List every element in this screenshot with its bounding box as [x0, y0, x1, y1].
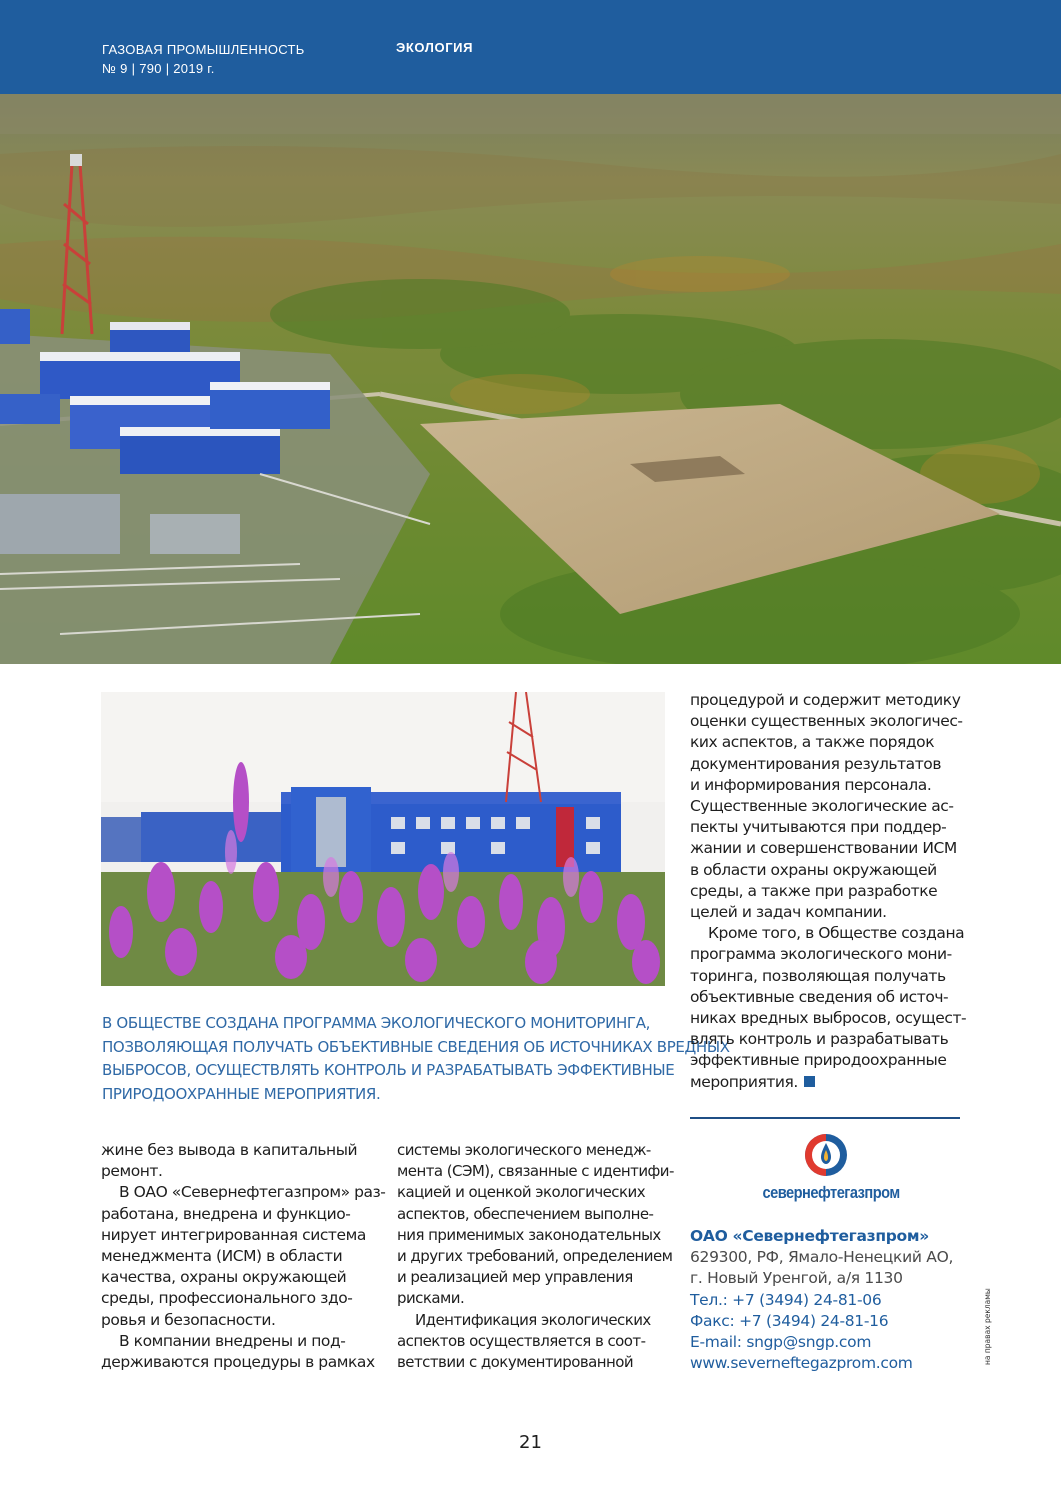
fireweed-illustration — [101, 692, 665, 986]
text-line: аспектов осуществляется в соот- — [397, 1331, 646, 1350]
brand-wordmark: севернефтегазпром — [762, 1183, 900, 1202]
text-line: жании и совершенствовании ИСМ — [690, 839, 957, 858]
pull-quote-line: ВЫБРОСОВ, ОСУЩЕСТВЛЯТЬ КОНТРОЛЬ И РАЗРАБАТЫВАТЬ ЭФФЕКТИВНЫЕ — [102, 1061, 675, 1079]
section-title: ЭКОЛОГИЯ — [396, 40, 474, 55]
text-line: системы экологического менедж- — [397, 1141, 651, 1159]
text-line: качества, охраны окружающей — [101, 1268, 347, 1287]
text-line: Кроме того, в Обществе создана — [708, 924, 965, 943]
hero-aerial-photo — [0, 94, 1061, 664]
text-line: жине без вывода в капитальный — [101, 1141, 358, 1159]
pull-quote-line: В ОБЩЕСТВЕ СОЗДАНА ПРОГРАММА ЭКОЛОГИЧЕСКОГО МОНИТОРИНГА, — [102, 1014, 651, 1032]
article-column-2 — [397, 1140, 674, 1373]
page-number: 21 — [519, 1432, 542, 1453]
text-line: и других требований, определением — [397, 1247, 673, 1266]
fax-number: Факс: +7 (3494) 24-81-16 — [690, 1311, 889, 1330]
text-line: никах вредных выбросов, осущест- — [690, 1009, 967, 1028]
advertising-note: на правах рекламы — [983, 1288, 992, 1365]
text-line: ния применимых законодательных — [397, 1225, 661, 1244]
text-line: документирования результатов — [690, 754, 942, 773]
text-line: рисками. — [397, 1289, 465, 1308]
text-line: нирует интегрированная система — [101, 1225, 366, 1244]
email-link[interactable]: E-mail: sngp@sngp.com — [690, 1333, 872, 1352]
text-line: целей и задач компании. — [690, 903, 887, 922]
text-line: влять контроль и разрабатывать — [690, 1030, 949, 1049]
header-bar — [0, 0, 1061, 94]
text-line: ветствии с документированной — [397, 1353, 634, 1372]
text-line: ремонт. — [101, 1162, 163, 1181]
text-line: кацией и оценкой экологических — [397, 1183, 646, 1202]
end-of-article-mark — [804, 1076, 815, 1087]
text-line: Существенные экологические ас- — [690, 797, 954, 816]
text-line: мента (СЭМ), связанные с идентифи- — [397, 1162, 674, 1181]
website-link[interactable]: www.severneftegazprom.com — [690, 1354, 913, 1373]
article-column-3 — [690, 690, 966, 1093]
address-line: 629300, РФ, Ямало-Ненецкий АО, — [690, 1248, 954, 1267]
text-line: программа экологического мони- — [690, 945, 952, 964]
phone-number: Тел.: +7 (3494) 24-81-06 — [690, 1290, 882, 1309]
company-name: ОАО «Севернефтегазпром» — [690, 1227, 929, 1245]
pull-quote-line: ПОЗВОЛЯЮЩАЯ ПОЛУЧАТЬ ОБЪЕКТИВНЫЕ СВЕДЕНИЯ ОБ ИСТОЧНИКАХ ВРЕДНЫХ — [102, 1037, 730, 1056]
company-contacts — [690, 1226, 953, 1374]
text-line: и реализацией мер управления — [397, 1268, 633, 1287]
text-line: объективные сведения об источ- — [690, 987, 949, 1006]
text-line-end: мероприятия. — [690, 1072, 798, 1091]
text-line: торинга, позволяющая получать — [690, 966, 946, 985]
section-divider — [690, 1117, 960, 1119]
text-line: держиваются процедуры в рамках — [101, 1353, 375, 1372]
pull-quote — [102, 1012, 730, 1106]
text-line: среды, а также при разработке — [690, 881, 938, 900]
text-line: и информирования персонала. — [690, 775, 932, 794]
text-line: В компании внедрены и под- — [119, 1331, 346, 1350]
text-line: среды, профессионального здо- — [101, 1289, 353, 1308]
text-line: оценки существенных экологичес- — [690, 712, 963, 731]
text-line: процедурой и содержит методику — [690, 691, 961, 709]
text-line: в области охраны окружающей — [690, 860, 937, 879]
address-line: г. Новый Уренгой, а/я 1130 — [690, 1269, 903, 1288]
text-line: ких аспектов, а также порядок — [690, 733, 935, 752]
text-line: пекты учитываются при поддер- — [690, 818, 947, 837]
severneftegazprom-logo-icon — [804, 1133, 848, 1177]
article-column-1 — [101, 1140, 385, 1373]
text-line: Идентификация экологических — [415, 1310, 651, 1329]
text-line: ровья и безопасности. — [101, 1310, 276, 1329]
fireweed-building-photo — [101, 692, 665, 986]
magazine-name: ГАЗОВАЯ ПРОМЫШЛЕННОСТЬ — [102, 42, 305, 57]
text-line: эффективные природоохранные — [690, 1051, 947, 1070]
text-line: аспектов, обеспечением выполне- — [397, 1204, 654, 1223]
magazine-info — [102, 40, 305, 78]
text-line-last — [690, 1072, 966, 1093]
text-line: менеджмента (ИСМ) в области — [101, 1247, 343, 1266]
text-line: В ОАО «Севернефтегазпром» раз- — [119, 1183, 386, 1202]
text-line: работана, внедрена и функцио- — [101, 1204, 351, 1223]
pull-quote-line: ПРИРОДООХРАННЫЕ МЕРОПРИЯТИЯ. — [102, 1084, 381, 1103]
aerial-landscape-illustration — [0, 94, 1061, 664]
issue-number: № 9 | 790 | 2019 г. — [102, 61, 215, 76]
